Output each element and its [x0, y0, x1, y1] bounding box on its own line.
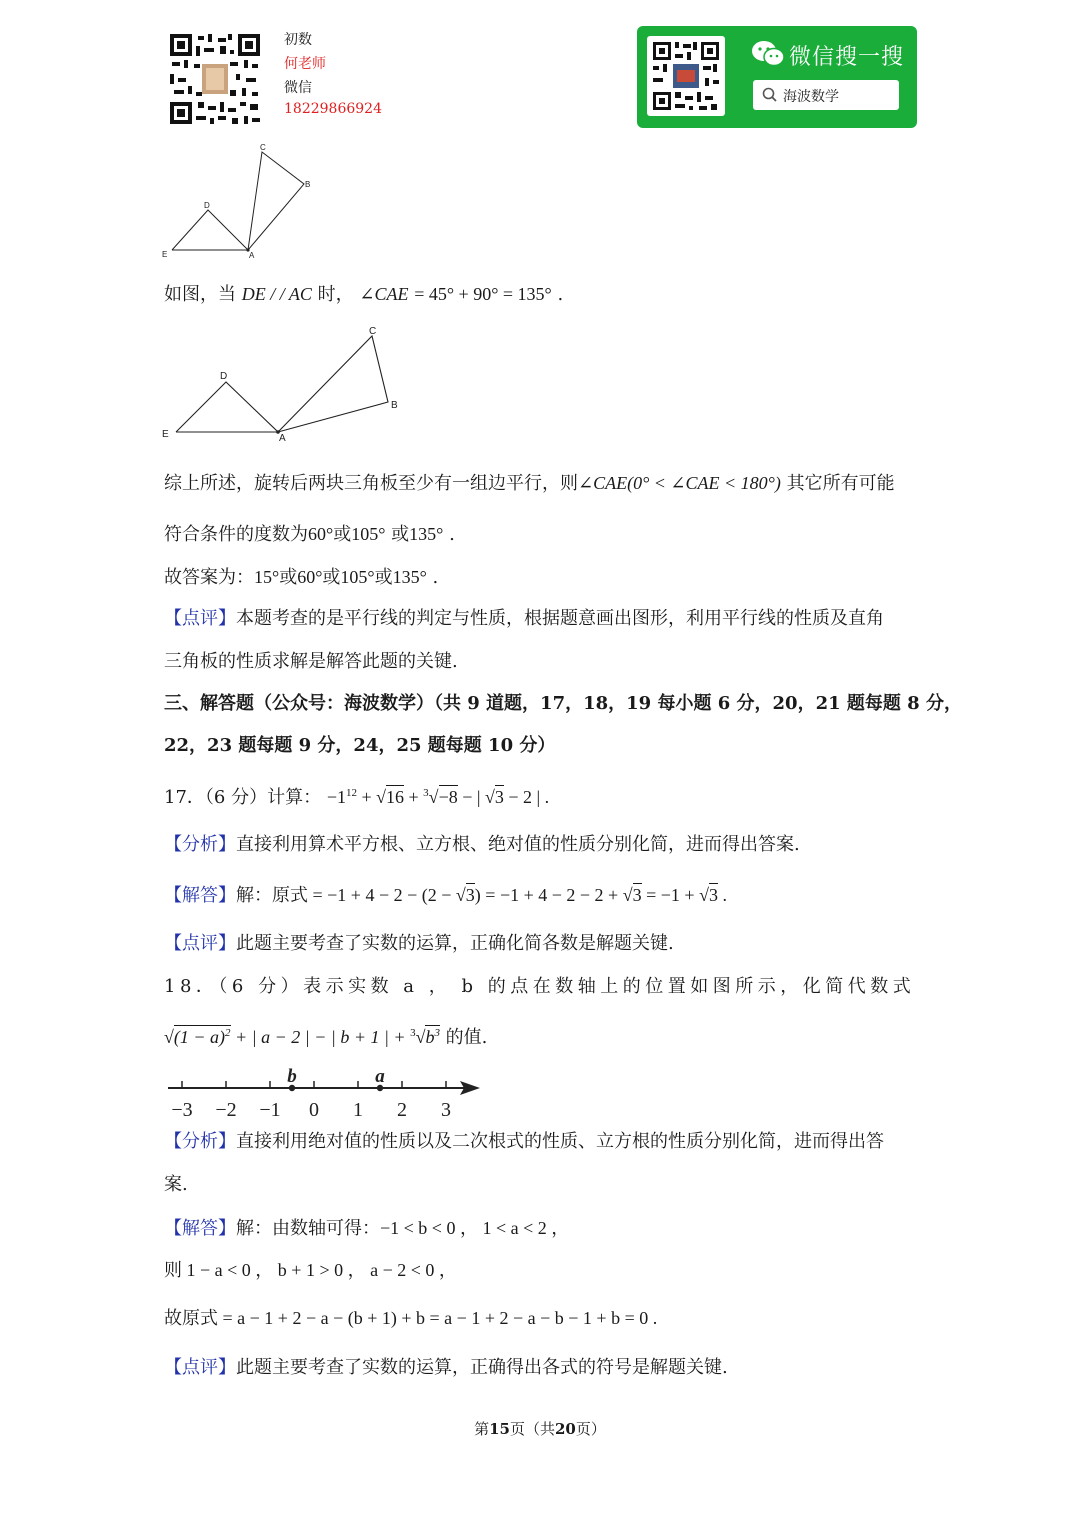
fig2-label-d: D: [220, 371, 228, 382]
number-line: [160, 1062, 490, 1124]
number-line-tick-label: 2: [397, 1099, 407, 1121]
number-line-tick-label: −1: [259, 1099, 281, 1121]
fig2-label-a: A: [279, 433, 286, 444]
fig2-label-e: E: [162, 429, 169, 440]
search-icon: [761, 86, 779, 104]
page-number: 15: [489, 1420, 510, 1438]
wechat-search-title: 微信搜一搜: [789, 45, 905, 70]
wechat-search-text: 海波数学: [783, 89, 839, 105]
analysis-18-line-2: 案.: [164, 1174, 188, 1195]
fig2-label-b: B: [391, 400, 398, 411]
fig1-label-c: C: [260, 143, 266, 152]
page-total: 20: [555, 1420, 576, 1438]
question-18-line-2: $√(1 - a)^2$ + | a − 2 | − | b + 1 | + $^3√b^3$ 的值.: [164, 1027, 488, 1048]
contact-line-1: 初数: [284, 32, 312, 48]
question-18-line-1: 18．（6 分）表示实数 a ， b 的点在数轴上的位置如图所示，化简代数式: [164, 976, 916, 997]
triangle-figure-1: [158, 140, 318, 262]
contact-line-2: 何老师: [284, 56, 326, 72]
number-line-label-b: b: [287, 1066, 297, 1087]
wechat-search-card[interactable]: [637, 26, 917, 128]
contact-qr-code: [168, 32, 262, 126]
page-footer: 第15页（共20页）: [474, 1420, 606, 1438]
summary-line-2: 符合条件的度数为60°或105° 或135° .: [164, 524, 455, 545]
review-18: 【点评】此题主要考查了实数的运算，正确得出各式的符号是解题关键.: [164, 1357, 728, 1378]
number-line-label-a: a: [375, 1066, 385, 1087]
number-line-tick-label: 0: [309, 1099, 319, 1121]
fig2-label-c: C: [369, 326, 377, 337]
analysis-18-line-1: 【分析】直接利用绝对值的性质以及二次根式的性质、立方根的性质分别化简，进而得出答: [164, 1131, 884, 1152]
wechat-qr-code: [647, 36, 725, 116]
solution-17: 【解答】解：原式 = −1 + 4 − 2 − (2 − √3) = −1 + 4 − 2 − 2 + √3 = −1 + √3 .: [164, 885, 727, 906]
contact-phone: 18229866924: [284, 101, 382, 117]
text-line-1: 如图，当 DE / / AC 时， ∠CAE = 45° + 90° = 135° .: [164, 284, 564, 305]
fig1-label-d: D: [204, 201, 210, 210]
fig1-label-b: B: [305, 180, 311, 189]
summary-line-1: 综上所述，旋转后两块三角板至少有一组边平行，则∠CAE(0° < ∠CAE < 180°) 其它所有可能: [164, 473, 895, 494]
fig1-label-e: E: [162, 250, 168, 259]
solution-18-line-3: 故原式 = a − 1 + 2 − a − (b + 1) + b = a − 1 + 2 − a − b − 1 + b = 0 .: [164, 1308, 658, 1328]
number-line-tick-label: −3: [171, 1099, 193, 1121]
fig1-label-a: A: [249, 251, 255, 260]
number-line-tick-label: −2: [215, 1099, 237, 1121]
answer-line: 故答案为：15°或60°或105°或135° .: [164, 567, 439, 588]
solution-18-line-1: 【解答】解：由数轴可得：−1 < b < 0 ， 1 < a < 2 ，: [164, 1218, 570, 1239]
solution-18-line-2: 则 1 − a < 0 ， b + 1 > 0 ， a − 2 < 0 ，: [164, 1260, 457, 1280]
triangle-figure-2: [158, 322, 408, 446]
number-line-tick-label: 3: [441, 1099, 451, 1121]
review-17: 【点评】此题主要考查了实数的运算，正确化简各数是解题关键.: [164, 933, 674, 954]
section-3-heading-line-1: 三、解答题（公众号：海波数学）（共 9 道题，17，18，19 每小题 6 分，20，21 题每题 8 分，: [164, 693, 962, 714]
contact-line-3: 微信: [284, 80, 312, 96]
question-17: 17．（6 分）计算： $-1^{12} + √16 + ^3√-8$ − | √3 − 2 | .: [164, 787, 550, 808]
section-3-heading-line-2: 22，23 题每题 9 分，24，25 题每题 10 分）: [164, 735, 556, 756]
number-line-tick-label: 1: [353, 1099, 363, 1121]
analysis-17: 【分析】直接利用算术平方根、立方根、绝对值的性质分别化简，进而得出答案.: [164, 834, 800, 855]
review-16-line-2: 三角板的性质求解是解答此题的关键.: [164, 651, 458, 672]
wechat-search-box[interactable]: [753, 80, 899, 110]
wechat-logo-icon: [751, 40, 785, 68]
review-16-line-1: 【点评】本题考查的是平行线的判定与性质，根据题意画出图形，利用平行线的性质及直角: [164, 608, 884, 629]
